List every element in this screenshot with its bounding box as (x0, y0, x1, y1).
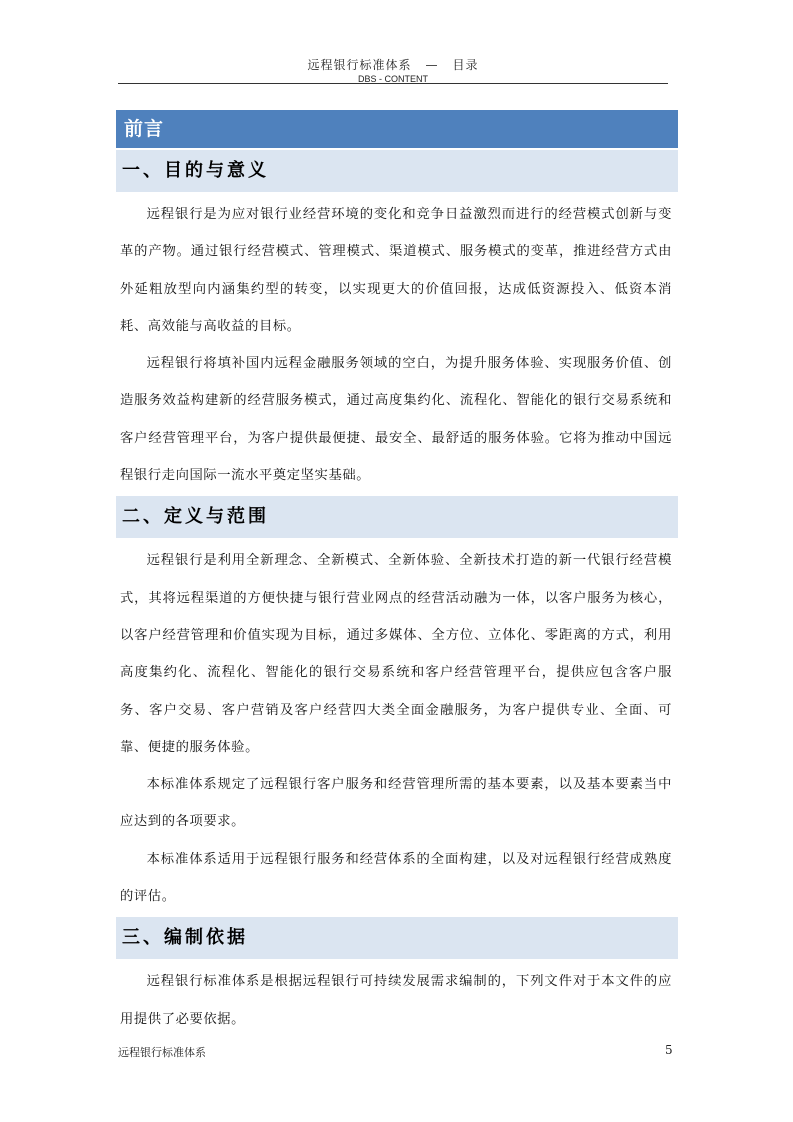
paragraph: 远程银行将填补国内远程金融服务领域的空白，为提升服务体验、实现服务价值、创造服务效益构建新的经营服务模式，通过高度集约化、流程化、智能化的银行交易系统和客户经营管理平台，为客户提供最便捷、最安全、最舒适的服务体验。它将为推动中国远程银行走向国际一流水平奠定坚实基础。 (120, 356, 672, 484)
header-title-left: 远程银行标准体系 (307, 58, 412, 72)
section-heading-2: 二、定义与范围 (116, 496, 678, 538)
page-number: 5 (665, 1043, 673, 1057)
header-subtitle: DBS - CONTENT (357, 74, 428, 84)
paragraph: 远程银行是利用全新理念、全新模式、全新体验、全新技术打造的新一代银行经营模式，其将远程渠道的方便快捷与银行营业网点的经营活动融为一体，以客户服务为核心，以客户经营管理和价值实现为目标，通过多媒体、全方位、立体化、零距离的方式，利用高度集约化、流程化、智能化的银行交易系统和客户经营管理平台，提供应包含客户服务、客户交易、客户营销及客户经营四大类全面金融服务，为客户提供专业、全面、可靠、便捷的服务体验。 (120, 553, 672, 755)
header-separator: — (425, 58, 439, 72)
header-divider (118, 83, 668, 84)
paragraph: 本标准体系适用于远程银行服务和经营体系的全面构建，以及对远程银行经营成熟度的评估。 (120, 851, 672, 905)
paragraph: 远程银行标准体系是根据远程银行可持续发展需求编制的，下列文件对于本文件的应用提供了必要依据。 (120, 974, 672, 1027)
section-body-3 (116, 959, 678, 1038)
paragraph: 远程银行是为应对银行业经营环境的变化和竞争日益激烈而进行的经营模式创新与变革的产物。通过银行经营模式、管理模式、渠道模式、服务模式的变革，推进经营方式由外延粗放型向内涵集约型的转变，以实现更大的价值回报，达成低资源投入、低资本消耗、高效能与高收益的目标。 (120, 207, 672, 334)
footer-title: 远程银行标准体系 (118, 1046, 206, 1059)
section-heading-3: 三、编制依据 (116, 917, 678, 959)
section-body-2 (116, 538, 678, 915)
main-heading: 前言 (116, 110, 678, 148)
document-body (116, 110, 678, 1038)
paragraph: 本标准体系规定了远程银行客户服务和经营管理所需的基本要素，以及基本要素当中应达到的各项要求。 (120, 777, 672, 830)
section-body-1 (116, 192, 678, 494)
section-heading-1: 一、目的与意义 (116, 150, 678, 192)
header-title (118, 56, 668, 73)
header-title-right: 目录 (452, 58, 479, 72)
page-header (118, 56, 668, 84)
